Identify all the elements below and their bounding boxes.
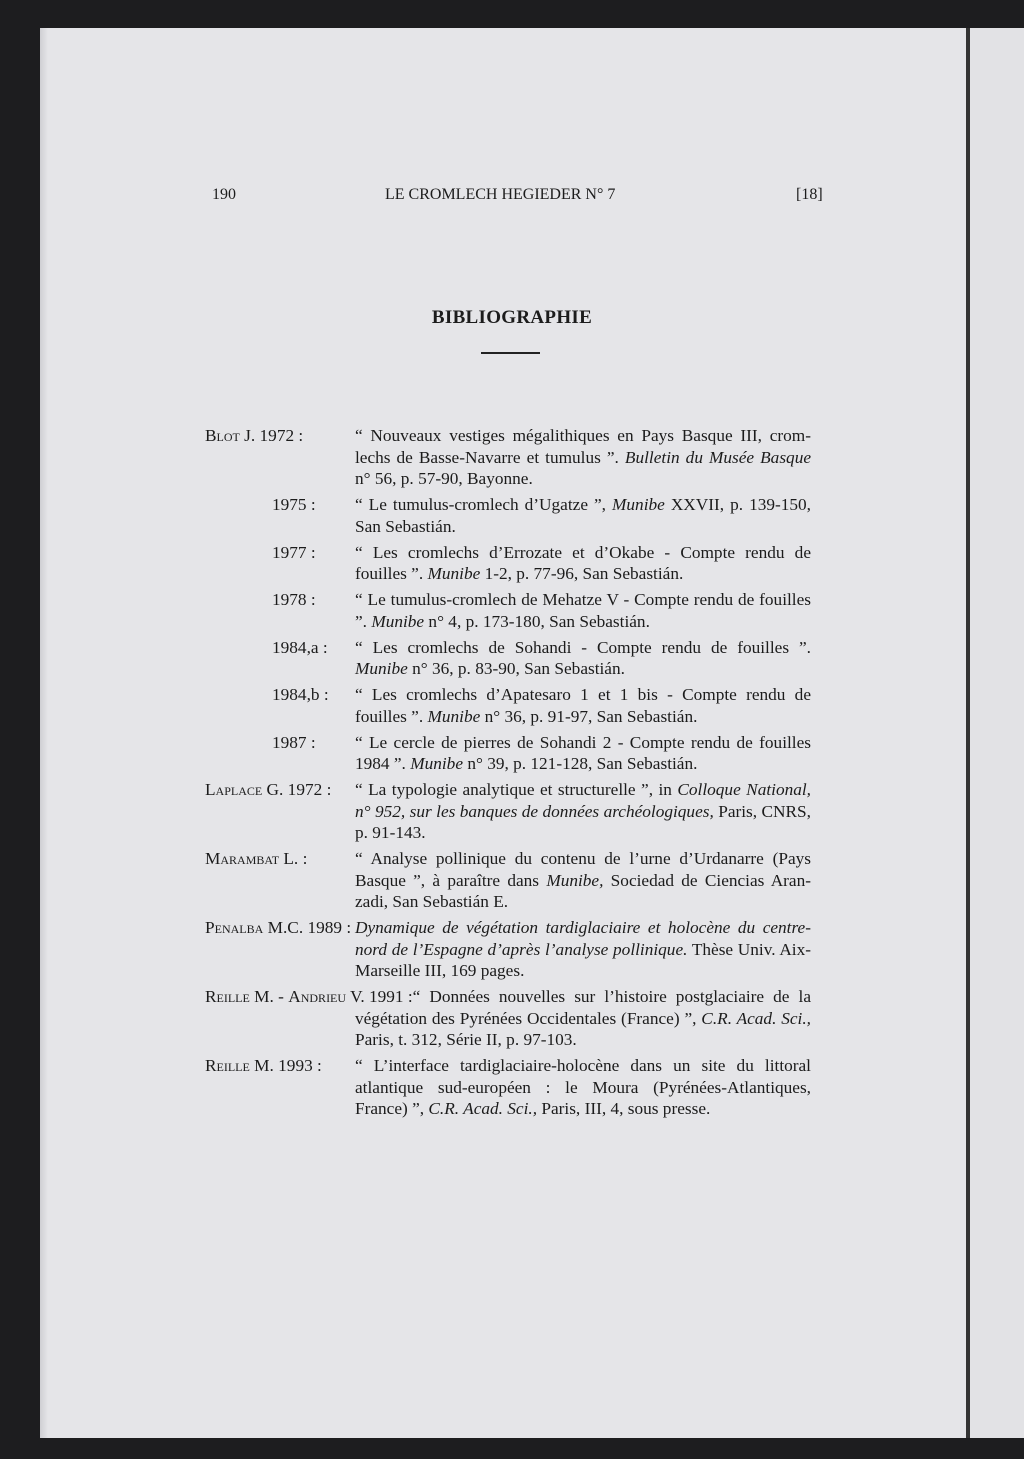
separator: : <box>342 918 352 937</box>
bibliography-entry <box>205 637 811 680</box>
citation-text: Paris, CNRS, p. 91-143. <box>355 801 811 842</box>
separator: : <box>319 685 329 704</box>
page-number: 190 <box>212 186 236 203</box>
citation-text: “ La typologie analytique et structurelle ”, in <box>355 780 678 799</box>
entry-label <box>205 917 355 939</box>
running-title: LE CROMLECH HEGIEDER N° 7 <box>385 186 616 203</box>
publication-title: Munibe <box>371 611 425 631</box>
bibliography-entry <box>205 1055 811 1120</box>
author-initials-year: M.C. 1989 <box>263 918 343 937</box>
section-title: BIBLIOGRAPHIE <box>431 307 593 328</box>
publication-title: Dynamique de végétation tardiglaciaire et holocène du centre-nord de l’Espagne d’après l’analyse pollinique. <box>355 918 811 959</box>
publication-title: Munibe <box>612 495 665 514</box>
citation-text: “ Les cromlechs d’Errozate et d’Okabe - Compte rendu de fouilles ”. <box>355 542 811 583</box>
entry-label <box>205 542 355 564</box>
entry-label <box>205 589 355 611</box>
citation-text: “ Données nouvelles sur l’histoire postglaciaire de la végétation des Pyrénées Occidentales (France) ”, <box>355 987 811 1028</box>
citation-text: n° 39, p. 121-128, San Sebastián. <box>463 754 698 773</box>
bibliography-entry <box>205 542 811 585</box>
separator: : <box>322 780 332 799</box>
author-initials-year: 1987 <box>272 732 307 752</box>
author-initials-year: 1984,b <box>272 685 320 704</box>
entry-label <box>205 637 355 659</box>
author-initials-year: J. 1972 <box>239 426 295 445</box>
citation-text: “ Nouveaux vestiges mégalithiques en Pays Basque III, cromlechs de Basse-Navarre et tumulus ”. <box>355 426 811 467</box>
bibliography-entry <box>205 732 811 775</box>
separator: : <box>306 495 316 514</box>
separator: : <box>312 1056 322 1075</box>
separator: : <box>306 732 316 752</box>
separator: : <box>403 987 413 1006</box>
citation-text: “ Le cercle de pierres de Sohandi 2 - Compte rendu de fouilles 1984 ”. <box>355 732 811 773</box>
part-number: [18] <box>796 186 823 203</box>
author-initials-year: G. 1972 <box>262 780 323 799</box>
author-name: Reille <box>205 1056 250 1075</box>
author-initials-year: 1984,a <box>272 637 319 657</box>
citation-text: n° 36, p. 91-97, San Sebastián. <box>480 706 698 726</box>
separator: : <box>306 590 316 609</box>
author-initials-year: 1977 <box>272 542 307 562</box>
author-name: Laplace <box>205 780 263 799</box>
separator: : <box>298 849 308 868</box>
citation-text: “ Les cromlechs de Sohandi - Compte rendu de fouilles ”. <box>355 637 811 657</box>
citation-text: 1-2, p. 77-96, San Sebastián. <box>480 564 684 583</box>
citation-text: n° 4, p. 173-180, San Sebastián. <box>424 611 650 631</box>
entry-label <box>205 732 355 754</box>
citation-text: Thèse Univ. Aix-Marseille III, 169 pages. <box>355 939 811 980</box>
author-name: Blot <box>205 426 240 445</box>
publication-title: Munibe <box>427 564 481 583</box>
author-name: Andrieu <box>288 987 347 1006</box>
separator: : <box>306 542 316 562</box>
author-initials-year: 1975 <box>272 495 307 514</box>
citation-text: Paris, t. 312, Série II, p. 97-103. <box>355 1030 577 1049</box>
bibliography-entry <box>205 425 811 490</box>
separator: : <box>318 637 328 657</box>
publication-title: Munibe, <box>546 870 604 890</box>
bibliography-entry <box>205 986 811 1051</box>
author-initials-year: 1978 <box>272 590 307 609</box>
publication-title: C.R. Acad. Sci., <box>701 1008 811 1028</box>
entry-label <box>205 848 355 870</box>
citation-text: XXVII, p. 139-150, San Sebastián. <box>355 495 811 536</box>
bibliography-entry <box>205 494 811 537</box>
citation-text: “ L’interface tardiglaciaire-holocène dans un site du littoral atlantique sud-européen : le Moura (Pyrénées-Atlantiques, France) ”, <box>355 1056 811 1118</box>
citation-text: “ Le tumulus-cromlech de Mehatze V - Compte rendu de fouilles ”. <box>355 590 811 631</box>
bibliography-entry <box>205 848 811 913</box>
bibliography-entry <box>205 684 811 727</box>
citation-text: “ Analyse pollinique du contenu de l’urne d’Urdanarre (Pays Basque ”, à paraître dans <box>355 849 811 890</box>
bibliography-list <box>205 425 811 1124</box>
entry-label <box>205 425 355 447</box>
title-rule <box>481 352 540 354</box>
citation-text: Paris, III, 4, sous presse. <box>537 1099 711 1118</box>
entry-label <box>205 1055 355 1077</box>
entry-label <box>205 986 413 1008</box>
citation-text: Sociedad de Ciencias Aranzadi, San Sebastián E. <box>355 870 811 911</box>
publication-title: Bulletin du Musée Basque <box>624 447 812 467</box>
author-initials-year: V. 1991 <box>346 987 404 1006</box>
author-name: Marambat <box>205 849 280 868</box>
author-initials-year: L. <box>279 849 299 868</box>
author-name: Reille <box>205 987 250 1006</box>
author-name: Penalba <box>205 918 264 937</box>
citation-text: n° 56, p. 57-90, Bayonne. <box>355 469 533 488</box>
citation-text: “ Les cromlechs d’Apatesaro 1 et 1 bis - Compte rendu de fouilles ”. <box>355 685 811 726</box>
citation-text: “ Le tumulus-cromlech d’Ugatze ”, <box>355 495 613 514</box>
entry-label <box>205 684 355 706</box>
citation-text: n° 36, p. 83-90, San Sebastián. <box>407 659 625 678</box>
publication-title: Colloque National, n° 952, sur les banques de données archéologiques, <box>355 780 811 821</box>
author-initials-year: M. - <box>249 987 289 1006</box>
publication-title: Munibe <box>427 706 481 726</box>
publication-title: Munibe <box>410 754 463 773</box>
bibliography-entry <box>205 917 811 982</box>
separator: : <box>294 426 304 445</box>
author-initials-year: M. 1993 <box>249 1056 313 1075</box>
publication-title: C.R. Acad. Sci., <box>428 1099 538 1118</box>
bibliography-entry <box>205 589 811 632</box>
entry-label <box>205 779 355 801</box>
page-edge <box>40 28 48 1438</box>
bibliography-entry <box>205 779 811 844</box>
entry-label <box>205 494 355 516</box>
facing-page-edge <box>970 28 1024 1438</box>
publication-title: Munibe <box>355 659 408 678</box>
